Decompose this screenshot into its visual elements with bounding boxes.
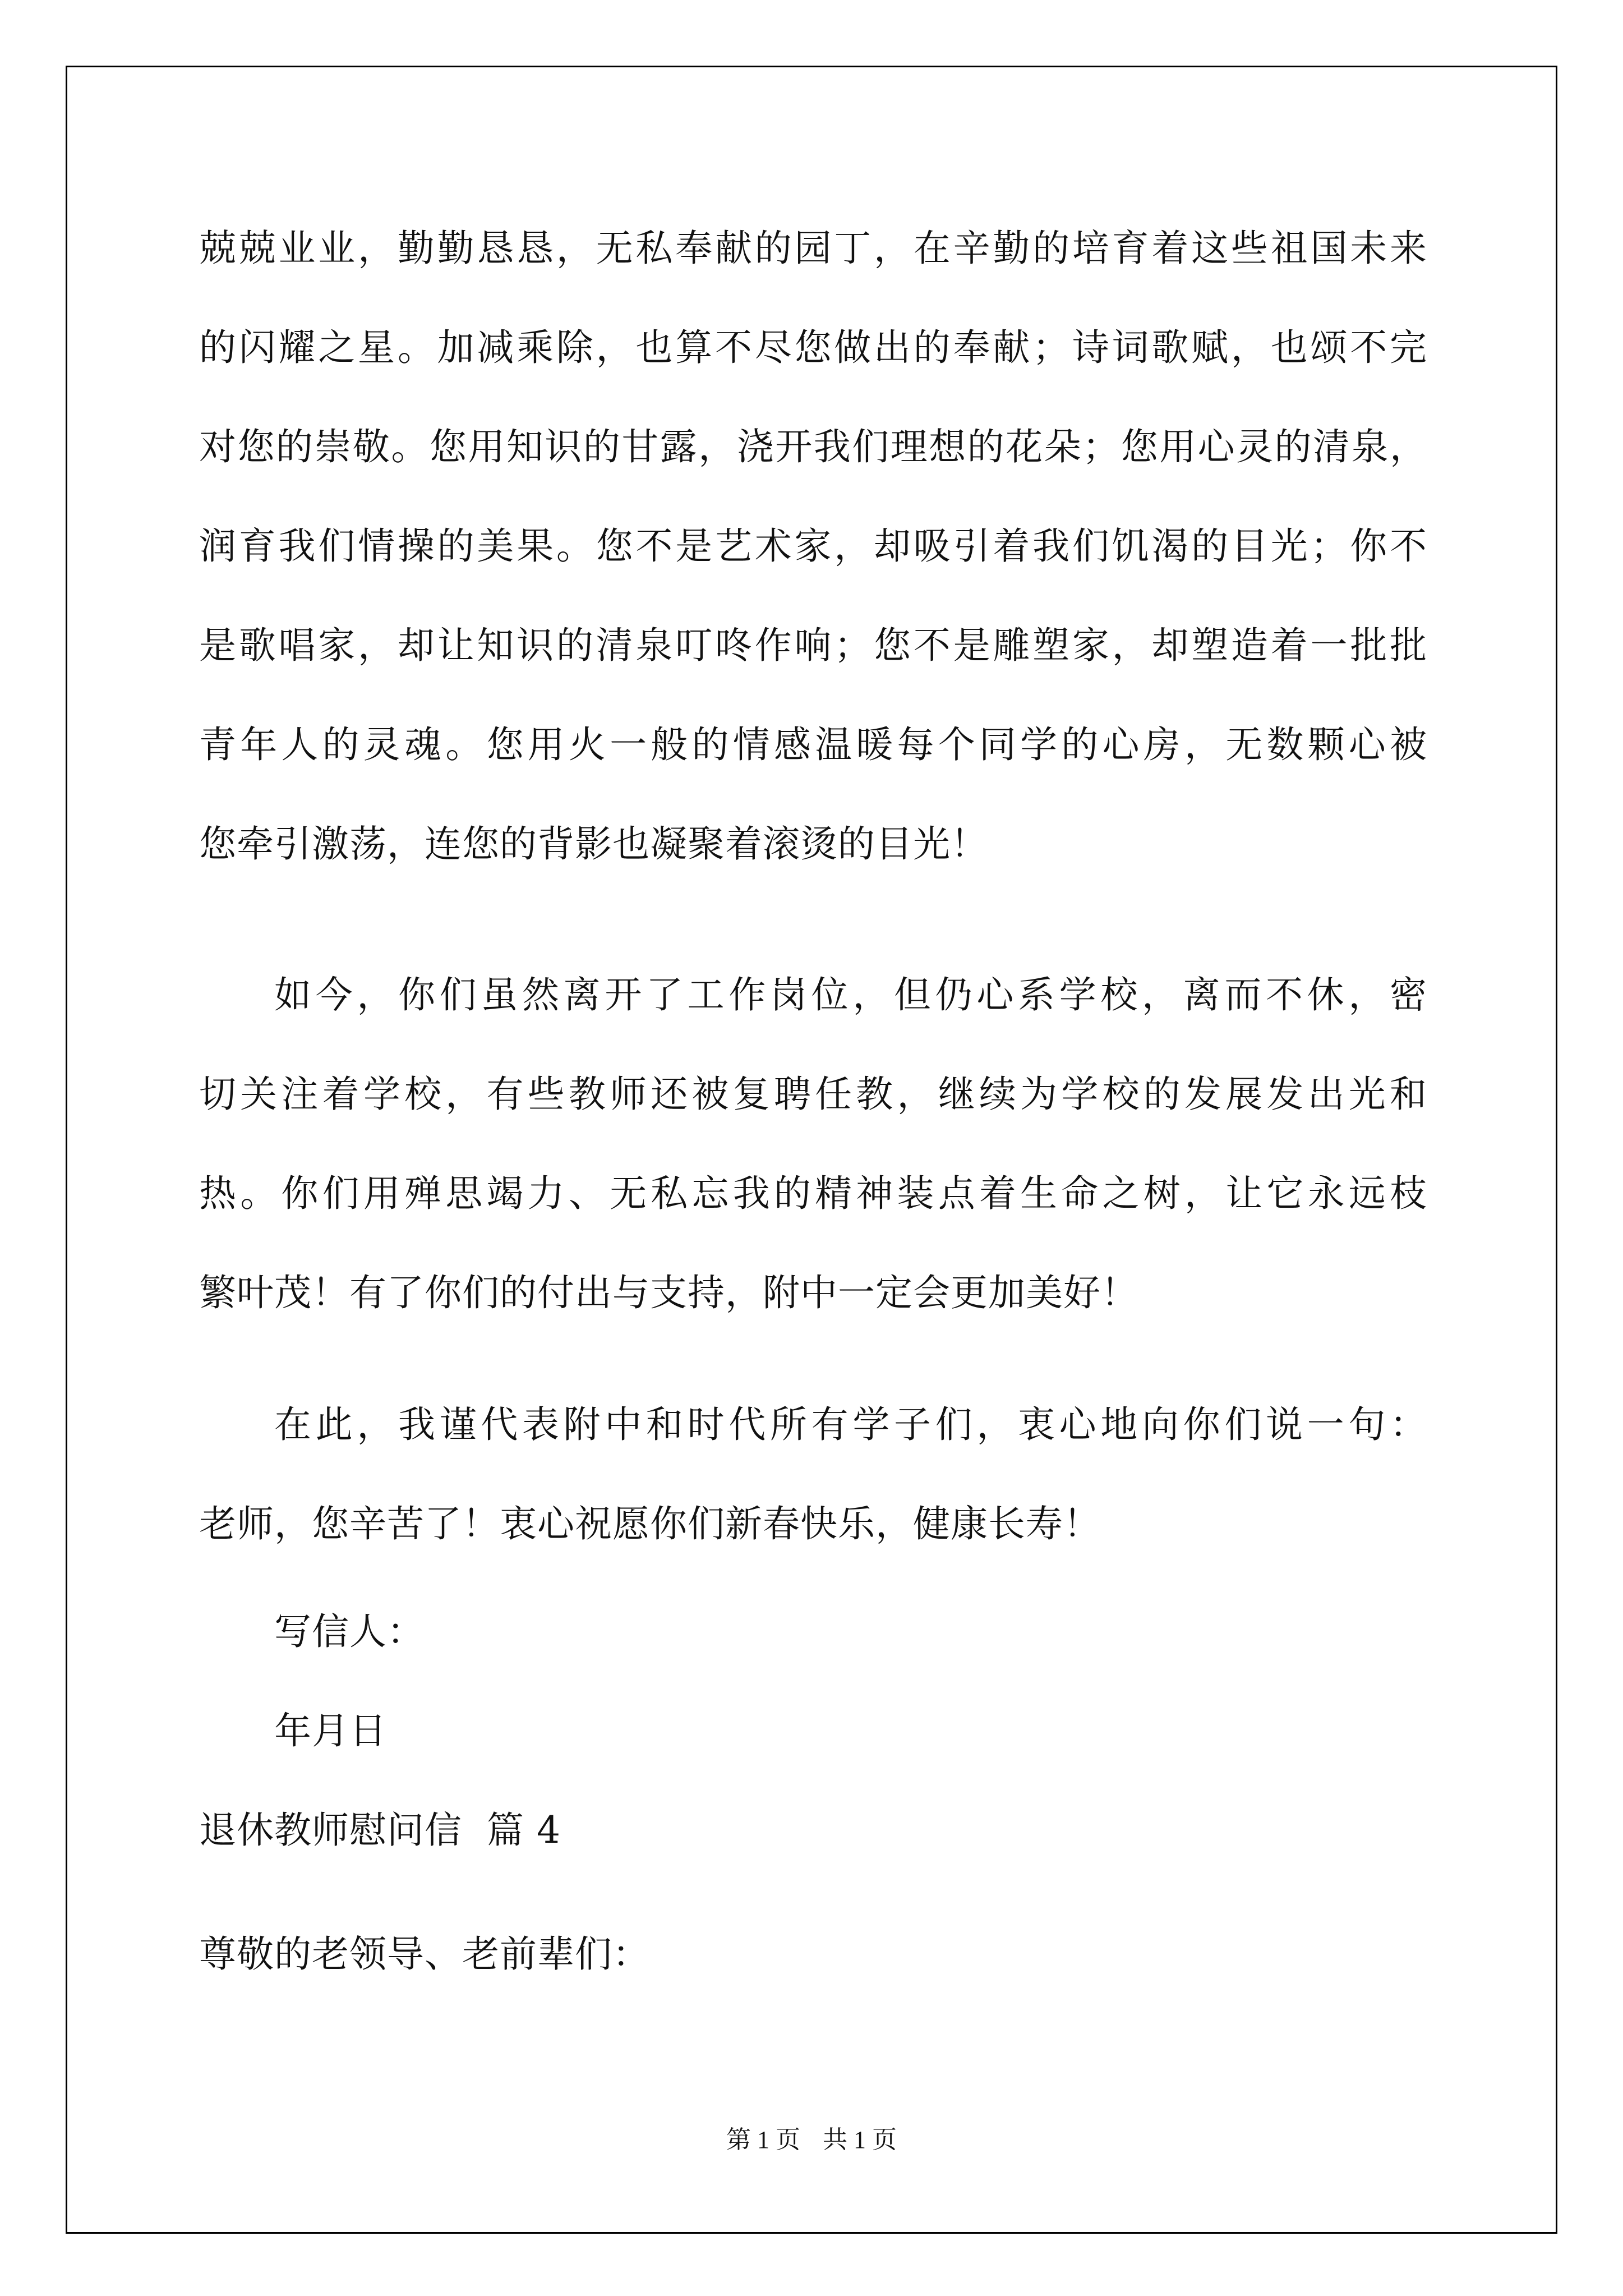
paragraph-2-line-3: 热。你们用殚思竭力、无私忘我的精神装点着生命之树，让它永远枝 xyxy=(199,1172,1427,1215)
page-footer xyxy=(0,2123,1623,2157)
paragraph-1-line-4: 润育我们情操的美果。您不是艺术家，却吸引着我们饥渴的目光；你不 xyxy=(199,524,1427,568)
date-label: 年月日 xyxy=(274,1709,387,1752)
paragraph-1-line-3: 对您的崇敬。您用知识的甘露，浇开我们理想的花朵；您用心灵的清泉， xyxy=(199,425,1427,468)
paragraph-1-line-7: 您牵引激荡，连您的背影也凝聚着滚烫的目光！ xyxy=(199,822,988,866)
paragraph-2-line-2: 切关注着学校，有些教师还被复聘任教，继续为学校的发展发出光和 xyxy=(199,1073,1427,1116)
paragraph-3-line-2: 老师，您辛苦了！衷心祝愿你们新春快乐，健康长寿！ xyxy=(199,1502,1101,1545)
page-number: 第 1 页 xyxy=(726,2126,800,2154)
page-border xyxy=(66,66,1557,2234)
signature-label: 写信人： xyxy=(274,1610,425,1653)
paragraph-3-line-1: 在此，我谨代表附中和时代所有学子们，衷心地向你们说一句： xyxy=(274,1403,1427,1446)
paragraph-1-line-2: 的闪耀之星。加减乘除，也算不尽您做出的奉献；诗词歌赋，也颂不完 xyxy=(199,326,1427,369)
paragraph-1-line-5: 是歌唱家，却让知识的清泉叮咚作响；您不是雕塑家，却塑造着一批批 xyxy=(199,624,1427,667)
salutation: 尊敬的老领导、老前辈们： xyxy=(199,1932,650,1976)
paragraph-2-line-4: 繁叶茂！有了你们的付出与支持，附中一定会更加美好！ xyxy=(199,1271,1138,1314)
page-total: 共 1 页 xyxy=(823,2126,897,2154)
paragraph-2-line-1: 如今，你们虽然离开了工作岗位，但仍心系学校，离而不休，密 xyxy=(274,973,1427,1016)
paragraph-1-line-1: 兢兢业业，勤勤恳恳，无私奉献的园丁，在辛勤的培育着这些祖国未来 xyxy=(199,227,1427,270)
section-title: 退休教师慰问信 篇 4 xyxy=(199,1809,561,1852)
paragraph-1-line-6: 青年人的灵魂。您用火一般的情感温暖每个同学的心房，无数颗心被 xyxy=(199,723,1427,766)
